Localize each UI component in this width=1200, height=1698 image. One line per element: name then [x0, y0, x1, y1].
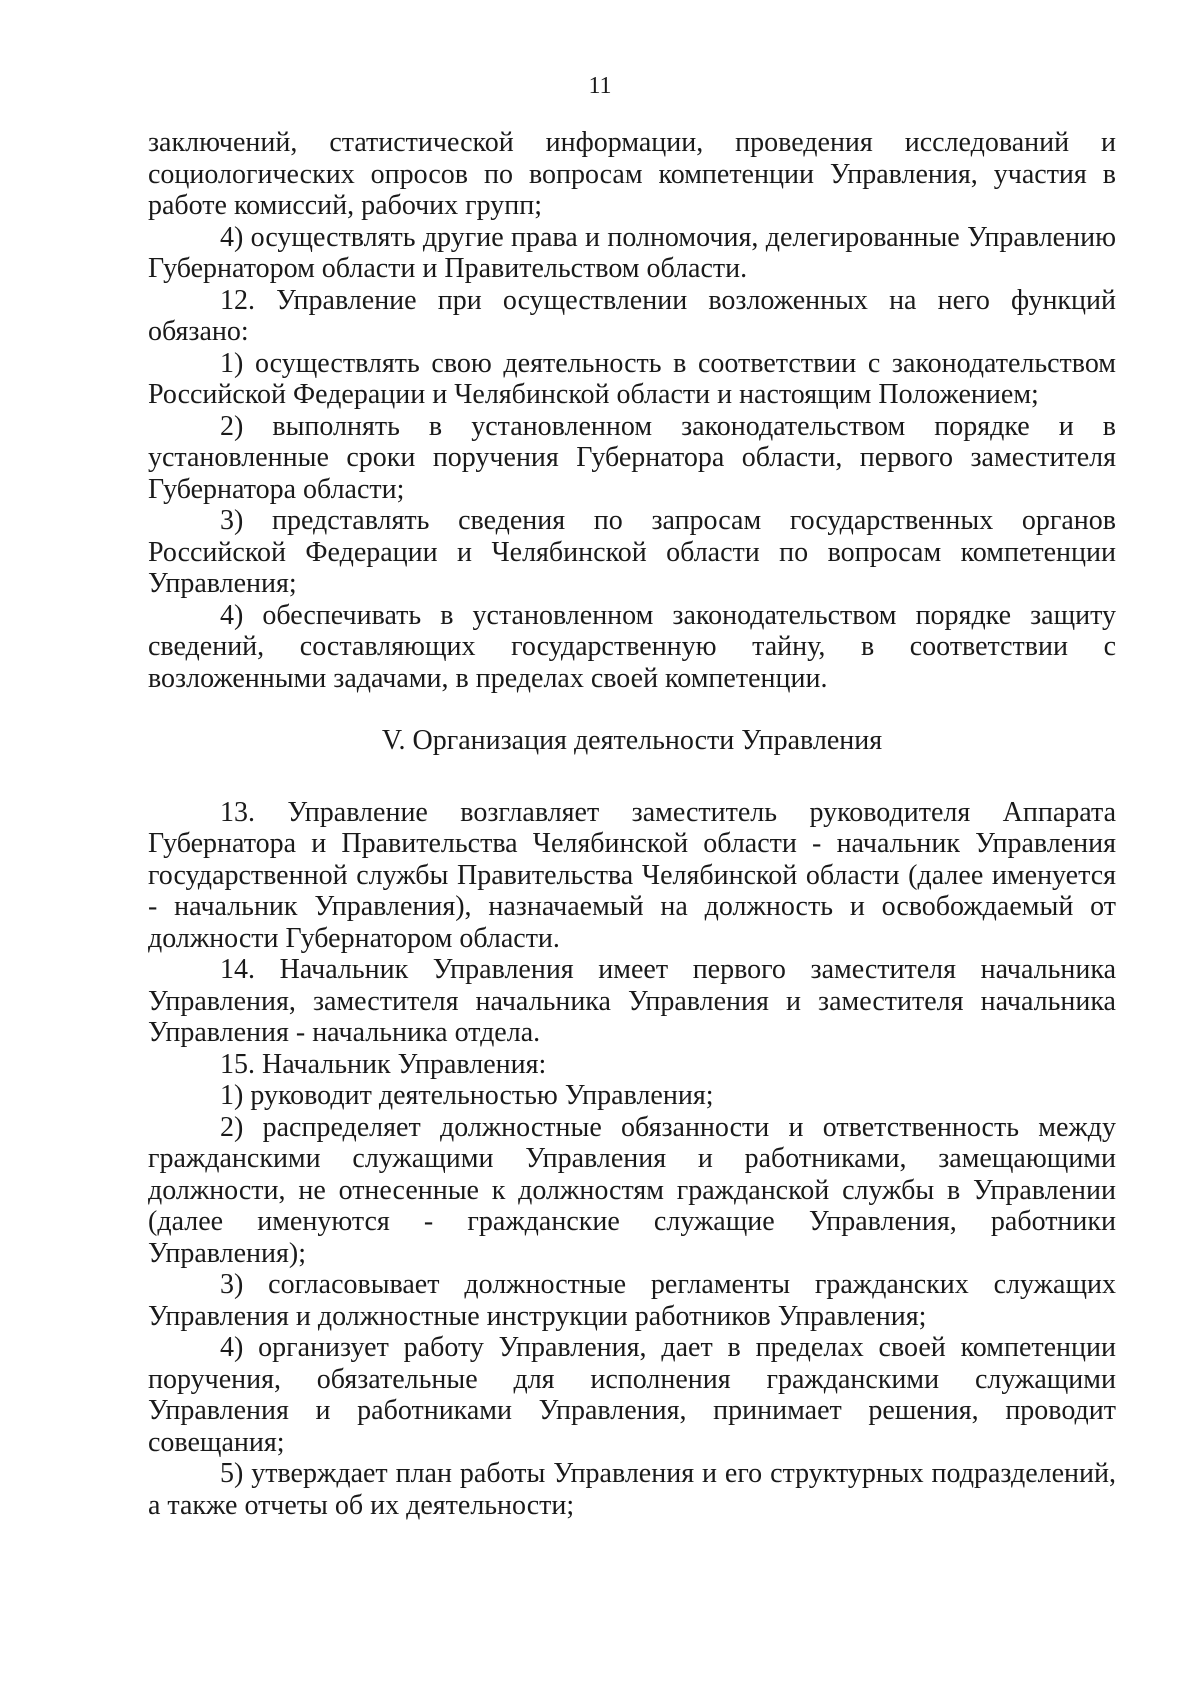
paragraph: 4) организует работу Управления, дает в пределах своей компетенции поручения, обязательные для исполнения гражданскими служащими Управления и работниками Управления, принимает решения, проводит совещания;	[148, 1332, 1116, 1458]
paragraph: 1) осуществлять свою деятельность в соответствии с законодательством Российской Федерации и Челябинской области и настоящим Положением;	[148, 347, 1116, 410]
paragraph: 15. Начальник Управления:	[220, 1048, 547, 1080]
paragraph: 2) распределяет должностные обязанности и ответственность между гражданскими служащими Управления и работниками, замещающими должности, не отнесенные к должностям гражданской службы в Управлении (далее именуются - гражданские служащие Управления, работники Управления);	[148, 1111, 1116, 1269]
paragraph: заключений, статистической информации, проведения исследований и социологических опросов по вопросам компетенции Управления, участия в работе комиссий, рабочих групп;	[148, 127, 1116, 221]
paragraph: 1) руководит деятельностью Управления;	[220, 1080, 714, 1111]
page-number: 11	[588, 73, 612, 99]
document-body	[148, 127, 1116, 1521]
paragraph: 5) утверждает план работы Управления и его структурных подразделений, а также отчеты об их деятельности;	[148, 1458, 1116, 1521]
paragraph: 2) выполнять в установленном законодательством порядке и в установленные сроки поручения Губернатора области, первого заместителя Губернатора области;	[148, 410, 1116, 505]
paragraph: 14. Начальник Управления имеет первого заместителя начальника Управления, заместителя начальника Управления и заместителя начальника Управления - начальника отдела.	[148, 954, 1116, 1048]
paragraph: 3) согласовывает должностные регламенты гражданских служащих Управления и должностные инструкции работников Управления;	[148, 1269, 1116, 1332]
paragraph: 4) осуществлять другие права и полномочия, делегированные Управлению Губернатором области и Правительством области.	[148, 221, 1116, 284]
section-heading: V. Организация деятельности Управления	[381, 725, 883, 756]
paragraph: 3) представлять сведения по запросам государственных органов Российской Федерации и Челябинской области по вопросам компетенции Управления;	[148, 505, 1116, 599]
paragraph: 12. Управление при осуществлении возложенных на него функций обязано:	[148, 284, 1116, 347]
paragraph: 4) обеспечивать в установленном законодательством порядке защиту сведений, составляющих государственную тайну, в соответствии с возложенными задачами, в пределах своей компетенции.	[148, 599, 1116, 694]
paragraph: 13. Управление возглавляет заместитель руководителя Аппарата Губернатора и Правительства Челябинской области - начальник Управления государственной службы Правительства Челябинской области (далее именуется - начальник Управления), назначаемый на должность и освобождаемый от должности Губернатором области.	[148, 796, 1116, 954]
